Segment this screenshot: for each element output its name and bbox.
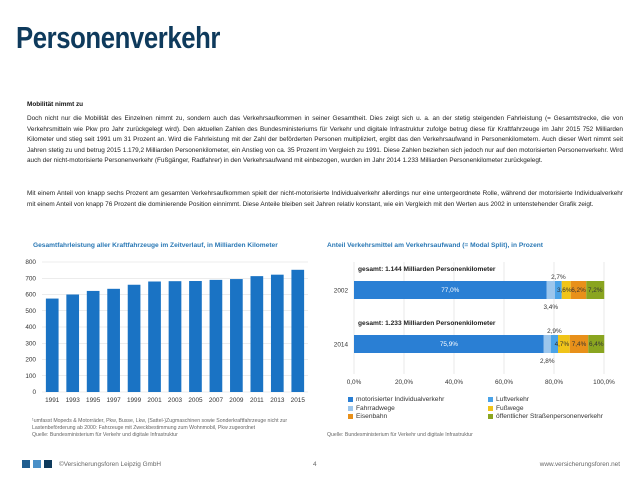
data-label: 77,0% xyxy=(441,287,460,295)
legend-item xyxy=(348,396,444,403)
legend-label: Fußwege xyxy=(496,404,524,412)
legend-swatch xyxy=(488,406,493,411)
y-tick-label: 800 xyxy=(25,259,36,267)
bar xyxy=(189,281,202,392)
x-tick-label: 2009 xyxy=(229,397,244,404)
x-tick-label: 2015 xyxy=(290,397,305,404)
bar xyxy=(87,291,100,392)
bar xyxy=(46,299,59,392)
data-label: 7,2% xyxy=(587,287,603,295)
x-tick-label: 2011 xyxy=(249,397,264,404)
x-tick-label: 1999 xyxy=(126,397,142,404)
legend-label: Fahrradwege xyxy=(356,404,395,412)
data-label: 4,7% xyxy=(554,341,570,349)
y-tick-label: 700 xyxy=(25,275,36,283)
legend-label: Eisenbahn xyxy=(356,413,388,421)
x-tick-label: 1997 xyxy=(106,397,121,404)
footer-square-2 xyxy=(33,460,41,468)
footnote-right: Quelle: Bundesministerium für Verkehr und digitale Infrastruktur xyxy=(327,432,473,438)
bar xyxy=(210,280,223,392)
bar xyxy=(148,282,161,393)
x-tick-label: 1995 xyxy=(86,397,101,404)
legend-label: motorisierter Individualverkehr xyxy=(356,396,445,403)
paragraph-1: Doch nicht nur die Mobilität des Einzelnen nimmt zu, sondern auch das Verkehrsaufkommen in seiner Gesamtheit. Dies zeigt sich u. a. an der stetig steigenden Fahrleistung (= Gesamtstrecke, die von Verkehrsmitteln wie Pkw pro Jahr zurückgelegt wird). Den aktuellen Zahlen des Bundesministeriums für Verkehr und digitale Infrastruktur zufolge betrug diese für Kraftfahrzeuge im Jahr 2015 752 Milliarden Kilometer und stieg seit 1991 um 31 Prozent an. Wird die Fahrleistung mit der Zahl der beförderten Personen multipliziert, ergibt das den Verkehrsaufwand in Personenkilometern. Auch dieser Wert nimmt seit Jahren stetig zu und betrug 2015 1.179,2 Milliarden Personenkilometer, ein Anstieg von ca. 35 Prozent im Vergleich zu 1991. Diese Zahlen beziehen sich jedoch nur auf den motorisierten Personenverkehr. Wird auch der nicht-motorisierte Personenverkehr (Fußgänger, Radfahrer) in den Verkehrsaufwand mit einbezogen, wurden im Jahr 2014 1.233 Milliarden Personenkilometer zurückgelegt. xyxy=(27,115,623,165)
x-tick-label: 100,0% xyxy=(593,379,615,386)
footnote-left xyxy=(32,418,287,439)
group-label: gesamt: 1.144 Milliarden Personenkilometer xyxy=(358,266,496,273)
bar xyxy=(271,275,284,392)
x-tick-label: 2001 xyxy=(147,397,162,404)
y-tick-label: 600 xyxy=(25,291,36,299)
stack-segment xyxy=(547,281,556,299)
x-tick-label: 60,0% xyxy=(494,379,514,386)
bar xyxy=(66,295,79,393)
category-label: 2014 xyxy=(333,341,348,349)
data-label: 7,4% xyxy=(571,341,587,349)
y-tick-label: 400 xyxy=(25,324,36,332)
legend-swatch xyxy=(348,397,353,402)
data-label: 3,4% xyxy=(543,304,559,311)
legend-swatch xyxy=(488,397,493,402)
legend-item xyxy=(348,413,387,420)
data-label: 6,4% xyxy=(588,341,604,349)
bar xyxy=(107,289,120,392)
bar xyxy=(291,270,304,392)
y-tick-label: 500 xyxy=(25,307,36,315)
page-title: Personenverkehr xyxy=(16,20,221,55)
x-tick-label: 20,0% xyxy=(394,379,414,386)
group-label: gesamt: 1.233 Milliarden Personenkilometer xyxy=(358,320,496,327)
category-label: 2002 xyxy=(333,287,348,295)
x-tick-label: 2003 xyxy=(167,397,183,404)
paragraph-2: Mit einem Anteil von knapp sechs Prozent am gesamten Verkehrsaufkommen spielt der nicht-motorisierte Individualverkehr allerdings nur eine untergeordnete Rolle, während der motorisierte Individualverkehr mit einem Anteil von knapp 76 Prozent die dominierende Position einnimmt. Diese Anteile bleiben seit Jahren relativ konstant, wie ein Vergleich mit den Werten aus 2002 in untenstehender Grafik zeigt. xyxy=(27,190,623,208)
y-tick-label: 100 xyxy=(25,372,36,380)
footer-left xyxy=(22,460,161,468)
section-heading: Mobilität nimmt zu xyxy=(27,101,84,108)
page-number: 4 xyxy=(313,461,317,468)
legend-item xyxy=(488,413,603,420)
x-tick-label: 2005 xyxy=(188,397,203,404)
y-tick-label: 200 xyxy=(25,356,36,364)
data-label: 2,7% xyxy=(551,274,566,281)
legend-item xyxy=(348,405,395,412)
data-label: 2,9% xyxy=(547,328,562,335)
copyright-text: ©Versicherungsforen Leipzig GmbH xyxy=(59,460,162,468)
legend-swatch xyxy=(348,414,353,419)
bar xyxy=(230,279,243,392)
modal-split-chart xyxy=(320,252,620,386)
legend-item xyxy=(488,405,524,412)
modal-split-chart-title: Anteil Verkehrsmittel am Verkehrsaufwand (= Modal Split), in Prozent xyxy=(327,242,543,249)
bar-chart-title: Gesamtfahrleistung aller Kraftfahrzeuge im Zeitverlauf, in Milliarden Kilometer xyxy=(33,242,278,249)
x-tick-label: 1993 xyxy=(65,397,80,404)
website-link[interactable]: www.versicherungsforen.net xyxy=(539,461,620,468)
legend-label: Luftverkehr xyxy=(496,396,529,403)
bar xyxy=(128,285,141,392)
legend-swatch xyxy=(348,406,353,411)
footnote-line-1: ¹umfasst Mopeds & Motorräder, Pkw, Busse, Lkw, (Sattel-)Zugmaschinen sowie Sonderkraftfahrzeuge nicht zur xyxy=(32,418,288,424)
footer-square-3 xyxy=(44,460,52,468)
y-tick-label: 0 xyxy=(32,389,36,397)
data-label: 2,8% xyxy=(539,358,555,365)
stack-segment xyxy=(544,335,551,353)
data-label: 75,9% xyxy=(439,341,458,349)
x-tick-label: 0,0% xyxy=(346,379,362,386)
data-label: 6,2% xyxy=(571,287,586,295)
x-tick-label: 2013 xyxy=(270,397,285,404)
x-tick-label: 40,0% xyxy=(444,379,464,386)
footnote-line-2: Lastenbeförderung ab 2000: Fahrzeuge mit Zweckbestimmung zum Wohnmobil, Pkw zugeordnet xyxy=(32,425,256,431)
x-tick-label: 2007 xyxy=(208,397,224,404)
footer-square-1 xyxy=(22,460,30,468)
bar xyxy=(251,276,264,392)
legend-label: öffentlicher Straßenpersonenverkehr xyxy=(496,413,603,421)
bar xyxy=(169,281,182,392)
legend-item xyxy=(488,396,529,403)
bar-chart xyxy=(16,252,311,412)
footnote-line-3: Quelle: Bundesministerium für Verkehr und digitale Infrastruktur xyxy=(32,432,178,438)
legend-swatch xyxy=(488,414,493,419)
data-label: 3,6% xyxy=(556,287,572,295)
y-tick-label: 300 xyxy=(25,340,36,348)
x-tick-label: 80,0% xyxy=(544,379,564,386)
x-tick-label: 1991 xyxy=(45,397,60,404)
